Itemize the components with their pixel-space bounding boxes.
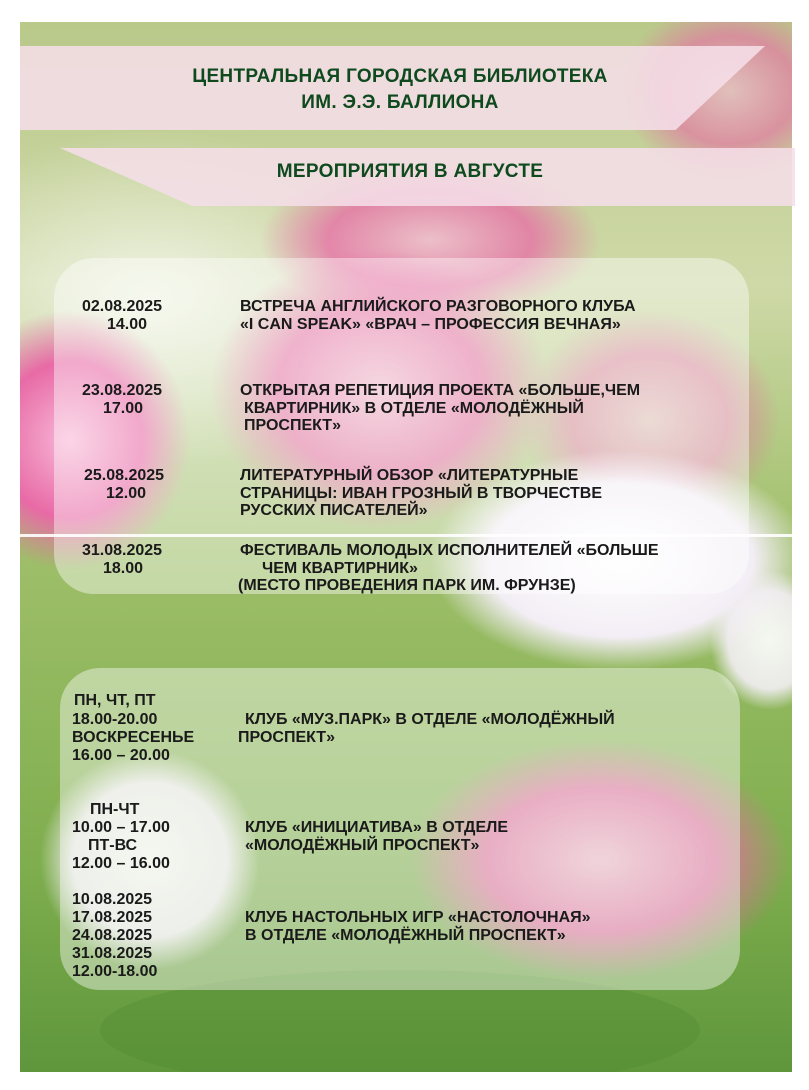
club-schedule-line: 18.00-20.00 [72, 711, 158, 728]
event-date: 02.08.2025 [82, 298, 163, 315]
event-description-line: СТРАНИЦЫ: ИВАН ГРОЗНЫЙ В ТВОРЧЕСТВЕ [240, 485, 603, 502]
event-description-line: ПРОСПЕКТ» [244, 417, 341, 434]
library-name-line2: ИМ. Э.Э. БАЛЛИОНА [301, 92, 499, 113]
event-description-line: ЛИТЕРАТУРНЫЙ ОБЗОР «ЛИТЕРАТУРНЫЕ [240, 467, 579, 484]
club-schedule-line: 31.08.2025 [72, 945, 153, 962]
club-schedule-line: 12.00 – 16.00 [72, 855, 170, 872]
event-description-line: КВАРТИРНИК» В ОТДЕЛЕ «МОЛОДЁЖНЫЙ [244, 400, 584, 417]
event-description-line: «I CAN SPEAK» «ВРАЧ – ПРОФЕССИЯ ВЕЧНАЯ» [240, 316, 621, 333]
club-schedule-line: 12.00-18.00 [72, 963, 158, 980]
event-time: 14.00 [107, 316, 148, 333]
club-description-line: В ОТДЕЛЕ «МОЛОДЁЖНЫЙ ПРОСПЕКТ» [245, 927, 566, 944]
club-schedule-line: 10.00 – 17.00 [72, 819, 170, 836]
club-schedule-line: ПТ-ВС [88, 837, 138, 854]
club-schedule-line: 10.08.2025 [72, 891, 153, 908]
events-title: МЕРОПРИЯТИЯ В АВГУСТЕ [276, 161, 544, 182]
event-description-line: ФЕСТИВАЛЬ МОЛОДЫХ ИСПОЛНИТЕЛЕЙ «БОЛЬШЕ [240, 542, 659, 559]
club-description-line: КЛУБ «ИНИЦИАТИВА» В ОТДЕЛЕ [245, 819, 509, 836]
event-date: 25.08.2025 [84, 467, 165, 484]
event-time: 12.00 [106, 485, 147, 502]
club-schedule-line: 24.08.2025 [72, 927, 153, 944]
event-description-line: ОТКРЫТАЯ РЕПЕТИЦИЯ ПРОЕКТА «БОЛЬШЕ,ЧЕМ [240, 382, 641, 399]
event-date: 23.08.2025 [82, 382, 163, 399]
event-description-line: (МЕСТО ПРОВЕДЕНИЯ ПАРК ИМ. ФРУНЗЕ) [238, 577, 576, 594]
event-description-line: ЧЕМ КВАРТИРНИК» [262, 560, 418, 577]
club-schedule-line: 17.08.2025 [72, 909, 153, 926]
club-schedule-line: ПН, ЧТ, ПТ [74, 692, 156, 709]
event-description-line: ВСТРЕЧА АНГЛИЙСКОГО РАЗГОВОРНОГО КЛУБА [240, 298, 636, 315]
club-schedule-line: ВОСКРЕСЕНЬЕ [72, 729, 195, 746]
club-description-line: КЛУБ «МУЗ.ПАРК» В ОТДЕЛЕ «МОЛОДЁЖНЫЙ [245, 711, 615, 728]
header-banner [20, 46, 765, 130]
club-description-line: «МОЛОДЁЖНЫЙ ПРОСПЕКТ» [245, 837, 480, 854]
event-date: 31.08.2025 [82, 542, 163, 559]
club-schedule-line: ПН-ЧТ [90, 801, 140, 818]
club-description-line: КЛУБ НАСТОЛЬНЫХ ИГР «НАСТОЛОЧНАЯ» [245, 909, 591, 926]
event-time: 17.00 [103, 400, 144, 417]
event-time: 18.00 [103, 560, 144, 577]
library-name-line1: ЦЕНТРАЛЬНАЯ ГОРОДСКАЯ БИБЛИОТЕКА [192, 66, 608, 87]
club-description-line: ПРОСПЕКТ» [238, 729, 335, 746]
event-description-line: РУССКИХ ПИСАТЕЛЕЙ» [240, 502, 428, 519]
club-schedule-line: 16.00 – 20.00 [72, 747, 170, 764]
